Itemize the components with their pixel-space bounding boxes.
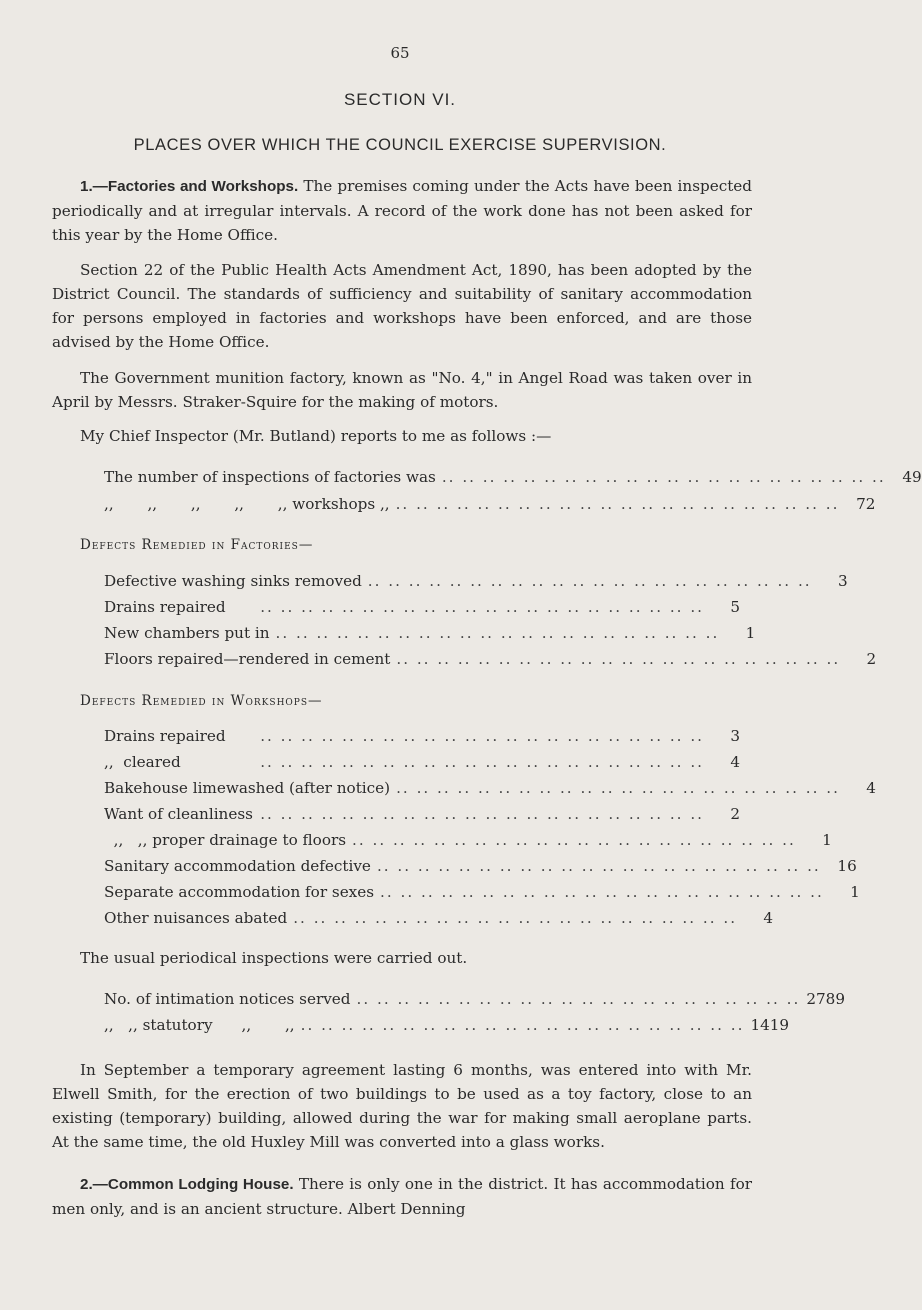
lodging-subheading: 2.—Common Lodging House. — [80, 1176, 294, 1193]
toy-factory-paragraph — [52, 1058, 752, 1154]
workshop-defect-row: Separate accommodation for sexes .. .. .. .. .. .. .. .. .. .. .. .. .. .. .. .. .. .. .. .. .. .. 1 — [104, 883, 860, 901]
notice-row: ,, ,, statutory ,, ,, .. .. .. .. .. .. .. .. .. .. .. .. .. .. .. .. .. .. .. .. .. .. 1419 — [104, 1016, 790, 1034]
periodical-text: The usual periodical inspections were carried out. — [80, 949, 468, 967]
workshop-defect-row: ,, ,, proper drainage to floors .. .. .. .. .. .. .. .. .. .. .. .. .. .. .. .. .. .. .. .. .. .. 1 — [104, 831, 832, 849]
factory-defects-caption: Defects Remedied in Factories— — [80, 537, 314, 553]
section22-text: Section 22 of the Public Health Acts Amendment Act, 1890, has been adopted by the District Council. The standards of sufficiency and suitability of sanitary accommodation for persons employed in factories and workshops have been enforced, and are those advised by the Home Office. — [52, 261, 752, 351]
workshop-defect-row: Sanitary accommodation defective .. .. .. .. .. .. .. .. .. .. .. .. .. .. .. .. .. .. .. .. .. .. 16 — [104, 857, 857, 875]
factories-paragraph — [52, 174, 752, 247]
factory-defect-row: Floors repaired—rendered in cement .. .. .. .. .. .. .. .. .. .. .. .. .. .. .. .. .. .. .. .. .. .. 2 — [104, 650, 877, 668]
section-title: SECTION VI. — [343, 90, 457, 109]
workshop-defects-caption: Defects Remedied in Workshops— — [80, 693, 323, 709]
munition-paragraph — [52, 366, 752, 414]
workshop-defect-row: ,, cleared .. .. .. .. .. .. .. .. .. .. .. .. .. .. .. .. .. .. .. .. .. .. 4 — [104, 753, 740, 771]
notice-row: No. of intimation notices served .. .. .. .. .. .. .. .. .. .. .. .. .. .. .. .. .. .. .. .. .. .. 2789 — [104, 990, 845, 1008]
workshop-defect-row: Want of cleanliness .. .. .. .. .. .. .. .. .. .. .. .. .. .. .. .. .. .. .. .. .. .. 2 — [104, 805, 740, 823]
inspection-row: ,, ,, ,, ,, ,, workshops ,, .. .. .. .. .. .. .. .. .. .. .. .. .. .. .. .. .. .. .. .. .. .. 72 — [104, 495, 876, 513]
report-intro: My Chief Inspector (Mr. Butland) reports to me as follows :— — [80, 427, 552, 445]
factories-subheading: 1.—Factories and Workshops. — [80, 178, 299, 195]
workshop-defect-row: Drains repaired .. .. .. .. .. .. .. .. .. .. .. .. .. .. .. .. .. .. .. .. .. .. 3 — [104, 727, 740, 745]
factories-intro: The premises coming under the Acts have been inspected periodically and at irregular intervals. A record of the work done has not been asked for this year by the Home Office. — [52, 177, 753, 244]
factory-defect-row: New chambers put in .. .. .. .. .. .. .. .. .. .. .. .. .. .. .. .. .. .. .. .. .. .. 1 — [104, 624, 756, 642]
section22-paragraph — [52, 258, 752, 354]
workshop-defect-row: Bakehouse limewashed (after notice) .. .. .. .. .. .. .. .. .. .. .. .. .. .. .. .. .. .. .. .. .. .. 4 — [104, 779, 876, 797]
lodging-text: There is only one in the district. It has accommodation for men only, and is an ancient structure. Albert Denning — [52, 1175, 752, 1218]
inspection-row: The number of inspections of factories was .. .. .. .. .. .. .. .. .. .. .. .. .. .. .. .. .. .. .. .. .. .. 49 — [104, 468, 922, 486]
workshop-defect-row: Other nuisances abated .. .. .. .. .. .. .. .. .. .. .. .. .. .. .. .. .. .. .. .. .. .. 4 — [104, 909, 774, 927]
lodging-paragraph — [52, 1172, 752, 1221]
chapter-heading: PLACES OVER WHICH THE COUNCIL EXERCISE SUPERVISION. — [133, 136, 667, 154]
factory-defect-row: Defective washing sinks removed .. .. .. .. .. .. .. .. .. .. .. .. .. .. .. .. .. .. .. .. .. .. 3 — [104, 572, 848, 590]
page-number: 65 — [390, 44, 410, 62]
toy-factory-text: In September a temporary agreement lasting 6 months, was entered into with Mr. Elwell Smith, for the erection of two buildings to be used as a toy factory, close to an existing (temporary) building, allowed during the war for making small aeroplane parts. At the same time, the old Huxley Mill was converted into a glass works. — [52, 1061, 752, 1151]
factory-defect-row: Drains repaired .. .. .. .. .. .. .. .. .. .. .. .. .. .. .. .. .. .. .. .. .. .. 5 — [104, 598, 740, 616]
munition-text: The Government munition factory, known as "No. 4," in Angel Road was taken over in April by Messrs. Straker-Squire for the making of motors. — [52, 369, 752, 411]
